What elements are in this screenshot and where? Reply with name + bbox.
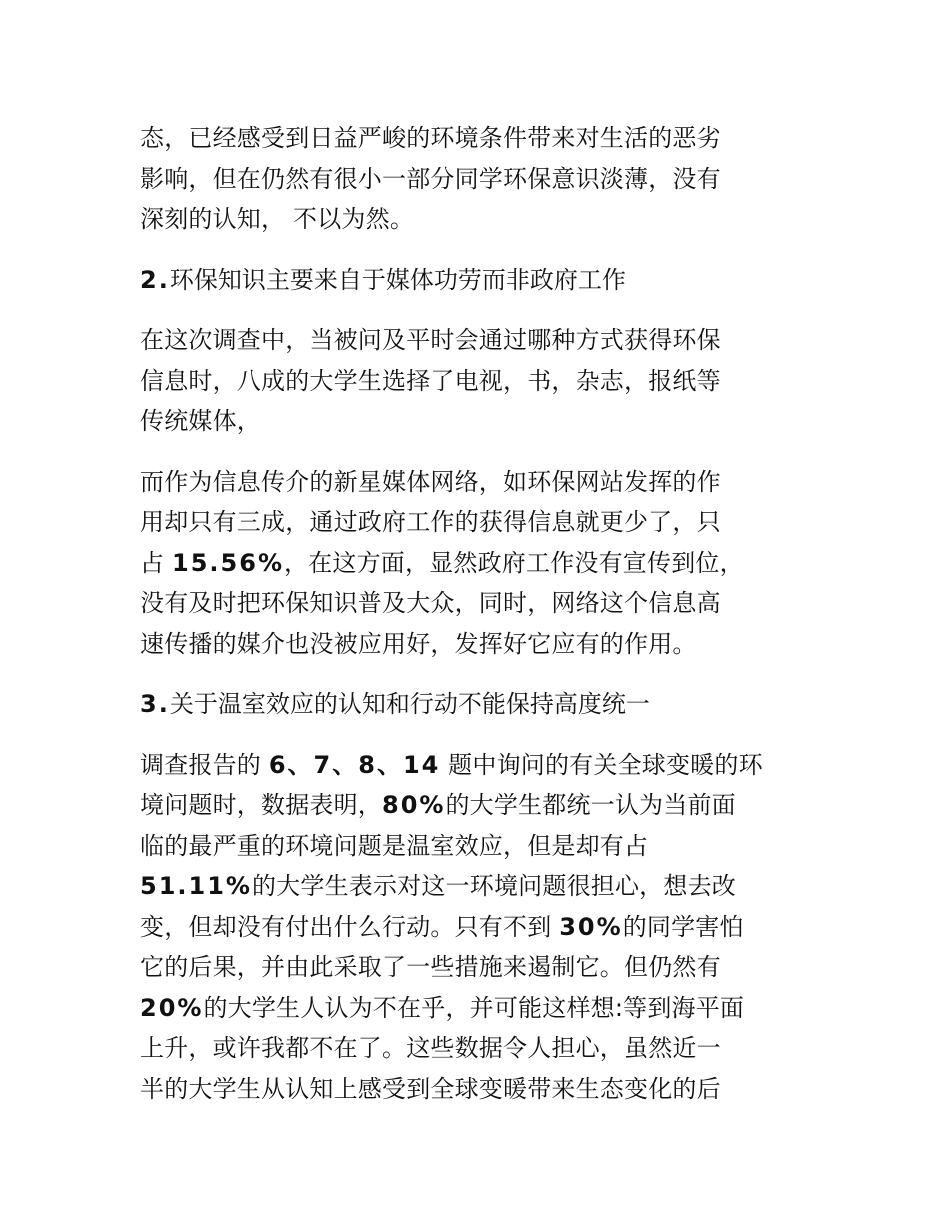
text-run: 占 bbox=[140, 548, 173, 577]
paragraph-3 bbox=[140, 462, 820, 665]
heading-text: 关于温室效应的认知和行动不能保持高度统一 bbox=[169, 690, 650, 718]
section-heading-2 bbox=[140, 260, 820, 301]
paragraph-4 bbox=[140, 745, 820, 1110]
text-run: ，在这方面，显然政府工作没有宣传到位， bbox=[284, 548, 744, 577]
percent-value: 80% bbox=[382, 791, 446, 819]
text-line: 它的后果，并由此采取了一些措施来遏制它。但仍然有 bbox=[140, 953, 721, 981]
text-run: 题中询问的有关全球变暖的环 bbox=[440, 750, 763, 779]
text-line: 信息时，八成的大学生选择了电视，书，杂志，报纸等 bbox=[140, 366, 721, 395]
text-line: 而作为信息传介的新星媒体网络，如环保网站发挥的作 bbox=[140, 467, 721, 496]
document-page bbox=[140, 118, 820, 1109]
text-run: 的大学生人认为不在乎，并可能这样想:等到海平面 bbox=[203, 993, 745, 1022]
percent-value: 51.11% bbox=[140, 872, 252, 900]
text-run: 变，但却没有付出什么行动。只有不到 bbox=[140, 912, 560, 941]
text-line: 在这次调查中，当被问及平时会通过哪种方式获得环保 bbox=[140, 326, 721, 354]
question-numbers: 6、7、8、14 bbox=[268, 750, 441, 779]
text-run: 的同学害怕 bbox=[622, 912, 744, 941]
text-line: 半的大学生从认知上感受到全球变暖带来生态变化的后 bbox=[140, 1074, 721, 1103]
text-line bbox=[140, 543, 820, 584]
percent-value: 30% bbox=[559, 912, 623, 941]
text-line: 没有及时把环保知识普及大众，同时，网络这个信息高 bbox=[140, 589, 721, 617]
text-line: 深刻的认知， 不以为然。 bbox=[140, 205, 415, 233]
heading-number: 3. bbox=[140, 690, 170, 718]
section-heading-3 bbox=[140, 684, 820, 725]
text-line: 传统媒体， bbox=[140, 407, 261, 435]
text-line: 速传播的媒介也没被应用好，发挥好它应有的作用。 bbox=[140, 629, 697, 658]
percent-value: 20% bbox=[140, 993, 204, 1022]
text-run: 境问题时，数据表明， bbox=[140, 791, 382, 819]
text-line: 上升，或许我都不在了。这些数据令人担心，虽然近一 bbox=[140, 1034, 721, 1062]
text-line bbox=[140, 988, 820, 1029]
text-run: 的大学生都统一认为当前面 bbox=[445, 791, 736, 819]
text-line bbox=[140, 907, 820, 948]
text-run: 的大学生表示对这一环境问题很担心，想去改 bbox=[251, 872, 736, 900]
paragraph-2 bbox=[140, 320, 820, 442]
text-line bbox=[140, 866, 820, 907]
text-line bbox=[140, 785, 820, 826]
text-line: 临的最严重的环境问题是温室效应，但是却有占 bbox=[140, 831, 649, 860]
text-line: 用却只有三成，通过政府工作的获得信息就更少了，只 bbox=[140, 508, 721, 536]
text-line: 态，已经感受到日益严峻的环境条件带来对生活的恶劣 bbox=[140, 124, 721, 152]
heading-number: 2. bbox=[140, 265, 170, 294]
percent-value: 15.56% bbox=[172, 548, 284, 577]
heading-text: 环保知识主要来自于媒体功劳而非政府工作 bbox=[169, 265, 626, 294]
text-line bbox=[140, 745, 820, 786]
text-line: 影响，但在仍然有很小一部分同学环保意识淡薄，没有 bbox=[140, 164, 721, 193]
paragraph-1 bbox=[140, 118, 820, 240]
text-run: 调查报告的 bbox=[140, 750, 269, 779]
